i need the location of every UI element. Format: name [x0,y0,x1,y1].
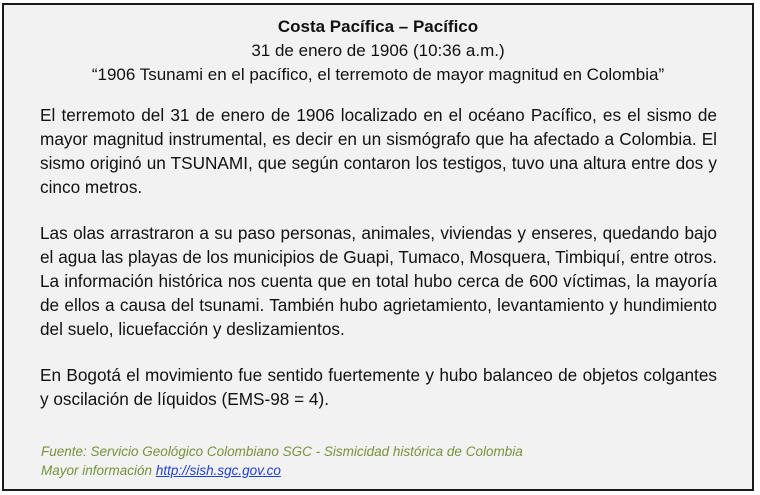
card-title: Costa Pacífica – Pacífico [277,17,479,36]
event-date: 31 de enero de 1906 (10:36 a.m.) [251,41,505,60]
more-info-link[interactable]: http://sish.sgc.gov.co [155,463,281,478]
more-info-line [41,461,523,480]
info-card [2,3,754,491]
more-info-label: Mayor información [41,463,153,478]
card-subtitle: “1906 Tsunami en el pacífico, el terremoto de mayor magnitud en Colombia” [91,65,665,84]
source-note [41,442,523,480]
source-line: Fuente: Servicio Geológico Colombiano SGC - Sismicidad histórica de Colombia [41,444,523,459]
paragraph-bogota: En Bogotá el movimiento fue sentido fuertemente y hubo balanceo de objetos colgantes y oscilación de líquidos (EMS-98 = 4). [40,365,717,409]
card-body [40,103,717,411]
card-header [4,15,752,87]
paragraph-intro: El terremoto del 31 de enero de 1906 localizado en el océano Pacífico, es el sismo de mayor magnitud instrumental, es decir en un sismógrafo que ha afectado a Colombia. El sismo originó un TSUNAMI, que según contaron los testigos, tuvo una altura entre dos y cinco metros. [40,105,717,197]
paragraph-impact: Las olas arrastraron a su paso personas, animales, viviendas y enseres, quedando bajo el agua las playas de los municipios de Guapi, Tumaco, Mosquera, Timbiquí, entre otros. La información histórica nos cuenta que en total hubo cerca de 600 víctimas, la mayoría de ellos a causa del tsunami. También hubo agrietamiento, levantamiento y hundimiento del suelo, licuefacción y deslizamientos. [40,223,717,339]
